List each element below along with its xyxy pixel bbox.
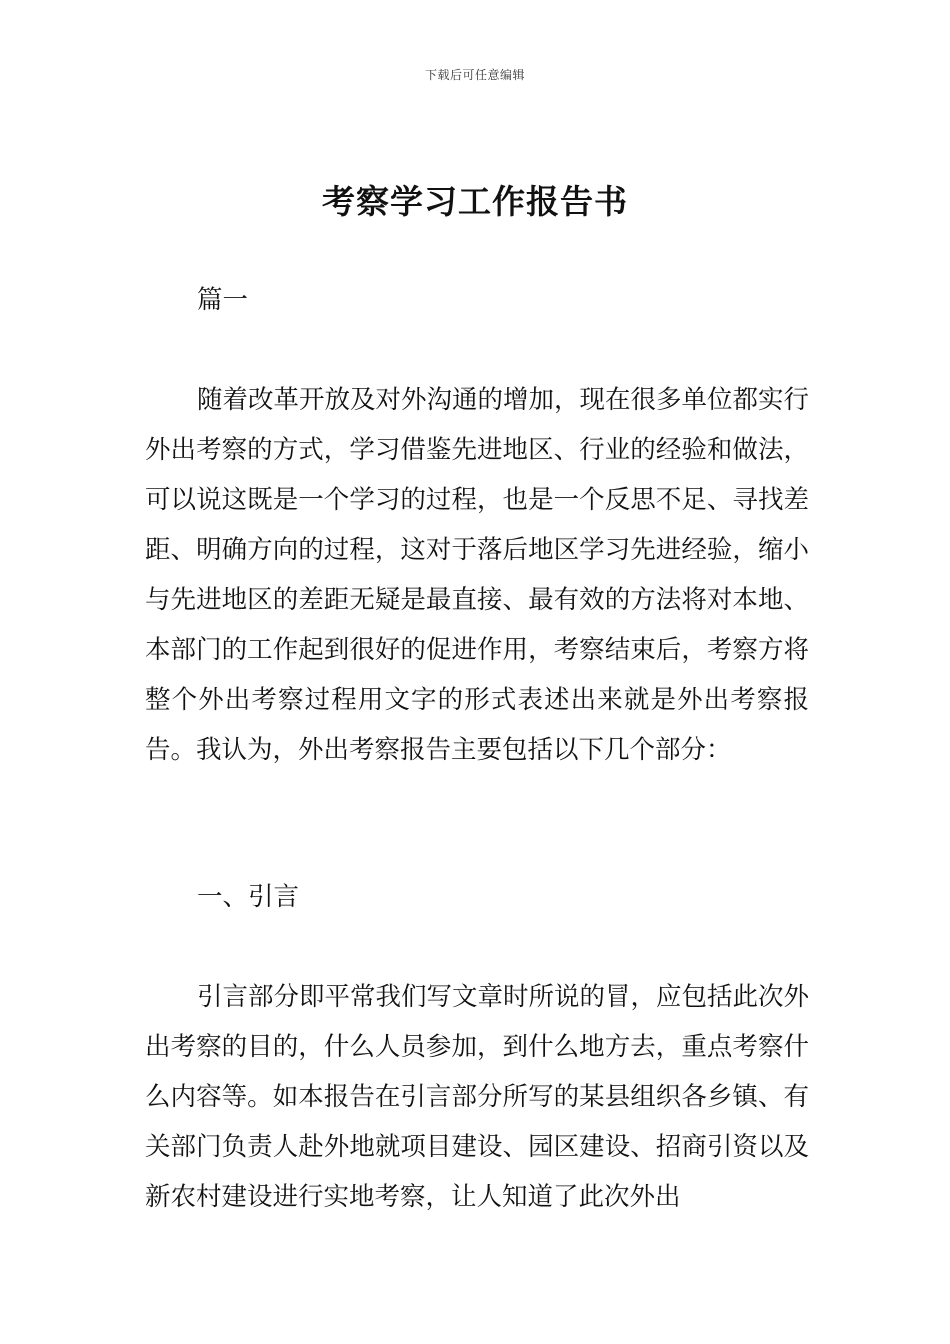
section-heading-introduction: 一、引言: [197, 882, 300, 912]
section-label: 篇一: [197, 285, 249, 315]
document-title: 考察学习工作报告书: [322, 182, 628, 221]
intro-paragraph: 随着改革开放及对外沟通的增加，现在很多单位都实行外出考察的方式，学习借鉴先进地区、行业的经验和做法，可以说这既是一个学习的过程，也是一个反思不足、寻找差距、明确方向的过程，这对于落后地区学习先进经验，缩小与先进地区的差距无疑是最直接、最有效的方法将对本地、本部门的工作起到很好的促进作用，考察结束后，考察方将整个外出考察过程用文字的形式表述出来就是外出考察报告。我认为，外出考察报告主要包括以下几个部分：: [145, 385, 810, 765]
introduction-paragraph: 引言部分即平常我们写文章时所说的冒，应包括此次外出考察的目的，什么人员参加，到什么地方去，重点考察什么内容等。如本报告在引言部分所写的某县组织各乡镇、有关部门负责人赴外地就项目建设、园区建设、招商引资以及新农村建设进行实地考察，让人知道了此次外出: [145, 982, 810, 1212]
header-note: 下载后可任意编辑: [424, 68, 525, 82]
